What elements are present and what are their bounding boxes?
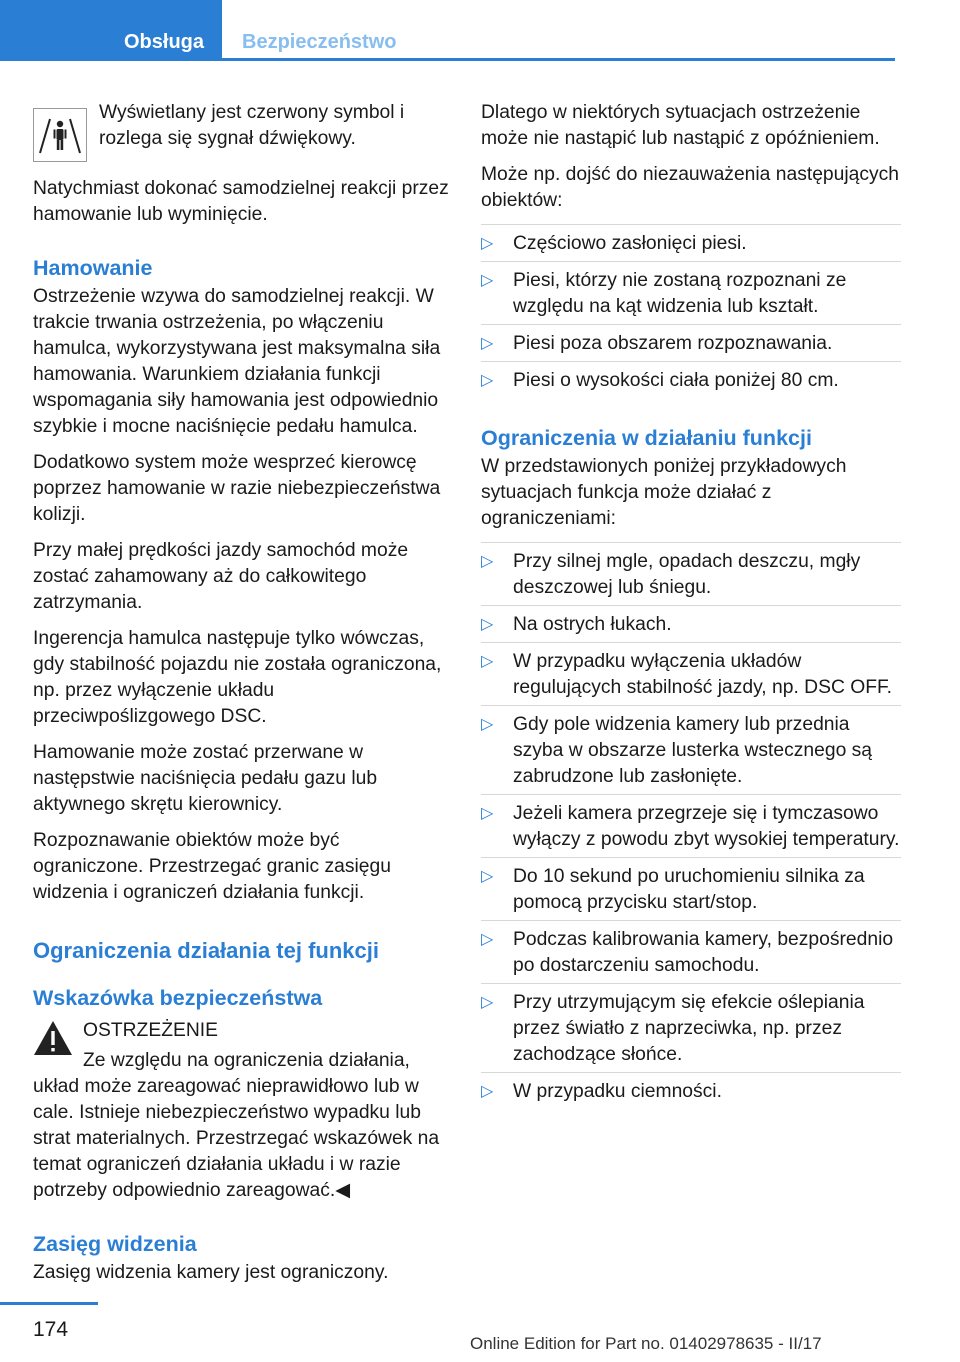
right-column [481,100,901,1121]
heading-ograniczenia-funkcji: Ograniczenia działania tej funkcji [33,938,379,963]
list-item [481,224,901,261]
tab-bezpieczenstwo[interactable]: Bezpieczeństwo [242,31,397,53]
heading-ograniczenia-w-dzialaniu: Ograniczenia w działaniu funkcji [481,426,812,450]
list-item-text: W przypadku wyłączenia układów regulujących stabilność jazdy, np. DSC OFF. [513,651,892,698]
list-item-text: Piesi o wysokości ciała poniżej 80 cm. [513,370,839,391]
list-item-text: Przy silnej mgle, opadach deszczu, mgły deszczowej lub śniegu. [513,551,861,598]
triangle-bullet-icon: ▷ [481,931,494,948]
paragraph: Ingerencja hamulca następuje tylko wówczas, gdy stabilność pojazdu nie została ograniczona, np. przez wyłączenie układu przeciwpoślizgowego DSC. [33,628,442,727]
list-item-text: Piesi poza obszarem rozpoznawania. [513,333,833,354]
triangle-bullet-icon: ▷ [481,805,494,822]
list-item [481,1072,901,1109]
warning-title: OSTRZEŻENIE [83,1020,218,1041]
list-item-text: Na ostrych łukach. [513,614,672,635]
triangle-bullet-icon: ▷ [481,716,494,733]
list-item-text: Do 10 sekund po uruchomieniu silnika za pomocą przycisku start/stop. [513,866,865,913]
paragraph: Przy małej prędkości jazdy samochód może zostać zahamowany aż do całkowitego zatrzymania. [33,540,409,613]
triangle-bullet-icon: ▷ [481,616,494,633]
footer-accent-line [0,1302,98,1305]
list-item-text: Piesi, którzy nie zostaną rozpoznani ze względu na kąt widzenia lub kształt. [513,270,847,317]
list-item-text: Przy utrzymującym się efekcie oślepiania przez światło z naprzeciwka, np. przez zachodzące słońce. [513,992,865,1065]
paragraph: Zasięg widzenia kamery jest ograniczony. [33,1262,389,1283]
list-item-text: Gdy pole widzenia kamery lub przednia szyba w obszarze lusterka wstecznego są zabrudzone lub zasłonięte. [513,714,873,787]
bullet-list-limitations [481,542,901,1109]
list-item [481,261,901,324]
list-item-text: Częściowo zasłonięci piesi. [513,233,747,254]
paragraph: Dodatkowo system może wesprzeć kierowcę poprzez hamowanie w razie niebezpieczeństwa kolizji. [33,452,441,525]
list-item [481,705,901,794]
triangle-bullet-icon: ▷ [481,235,494,252]
triangle-bullet-icon: ▷ [481,272,494,289]
heading-zasieg-widzenia: Zasięg widzenia [33,1232,197,1256]
list-item [481,605,901,642]
triangle-bullet-icon: ▷ [481,868,494,885]
page-number: 174 [33,1318,69,1341]
triangle-bullet-icon: ▷ [481,653,494,670]
list-item [481,794,901,857]
paragraph: Hamowanie może zostać przerwane w następstwie naciśnięcia pedału gazu lub aktywnego skrętu kierownicy. [33,742,378,815]
list-item [481,857,901,920]
list-item [481,324,901,361]
pedestrian-warning-icon [33,108,87,162]
triangle-bullet-icon: ▷ [481,994,494,1011]
list-item [481,542,901,605]
list-item-text: Jeżeli kamera przegrzeje się i tymczasowo wyłączy z powodu zbyt wysokiej temperatury. [513,803,900,850]
warning-triangle-icon [33,1020,73,1056]
list-item [481,983,901,1072]
list-item [481,361,901,398]
paragraph: Rozpoznawanie obiektów może być ograniczone. Przestrzegać granic zasięgu widzenia i ograniczeń działania funkcji. [33,830,391,903]
pedestrian-symbol-row [33,100,453,166]
triangle-bullet-icon: ▷ [481,372,494,389]
triangle-bullet-icon: ▷ [481,335,494,352]
list-item-text: W przypadku ciemności. [513,1081,722,1102]
triangle-bullet-icon: ▷ [481,553,494,570]
paragraph: Dlatego w niektórych sytuacjach ostrzeżenie może nie nastąpić lub nastąpić z opóźnieniem. [481,102,880,149]
paragraph: Może np. dojść do niezauważenia następujących obiektów: [481,164,900,211]
warning-text: Ze względu na ograniczenia działania, [83,1050,410,1071]
paragraph: Natychmiast dokonać samodzielnej reakcji przez hamowanie lub wyminięcie. [33,178,449,225]
warning-text-continued: układ może zareagować nieprawidłowo lub w cale. Istnieje niebezpieczeństwo wypadku lub strat materialnych. Przestrzegać wskazówek na temat ograniczeń działania układu i w razie potrzeby odpowiednio zareagować.◀ [33,1076,440,1201]
list-item [481,920,901,983]
paragraph: W przedstawionych poniżej przykładowych sytuacjach funkcja może działać z ograniczeniami: [481,456,847,529]
heading-hamowanie: Hamowanie [33,256,153,280]
left-column [33,100,453,1296]
paragraph: Ostrzeżenie wzywa do samodzielnej reakcji. W trakcie trwania ostrzeżenia, po włączeniu hamulca, wykorzystywana jest maksymalna siła hamowania. Warunkiem działania funkcji wspomagania siły hamowania jest odpowiednio szybkie i mocne naciśnięcie pedału hamulca. [33,286,441,437]
tab-underline [0,58,895,61]
edition-note: Online Edition for Part no. 01402978635 - II/17 [470,1334,822,1353]
list-item-text: Podczas kalibrowania kamery, bezpośrednio po dostarczeniu samochodu. [513,929,894,976]
chapter-tabs [0,0,895,64]
bullet-list-objects [481,224,901,398]
symbol-description: Wyświetlany jest czerwony symbol i rozlega się sygnał dźwiękowy. [99,102,405,149]
triangle-bullet-icon: ▷ [481,1083,494,1100]
heading-wskazowka-bezpieczenstwa: Wskazówka bezpieczeństwa [33,986,323,1010]
tab-obsluga[interactable]: Obsługa [0,0,222,58]
list-item [481,642,901,705]
safety-warning [33,1018,453,1204]
